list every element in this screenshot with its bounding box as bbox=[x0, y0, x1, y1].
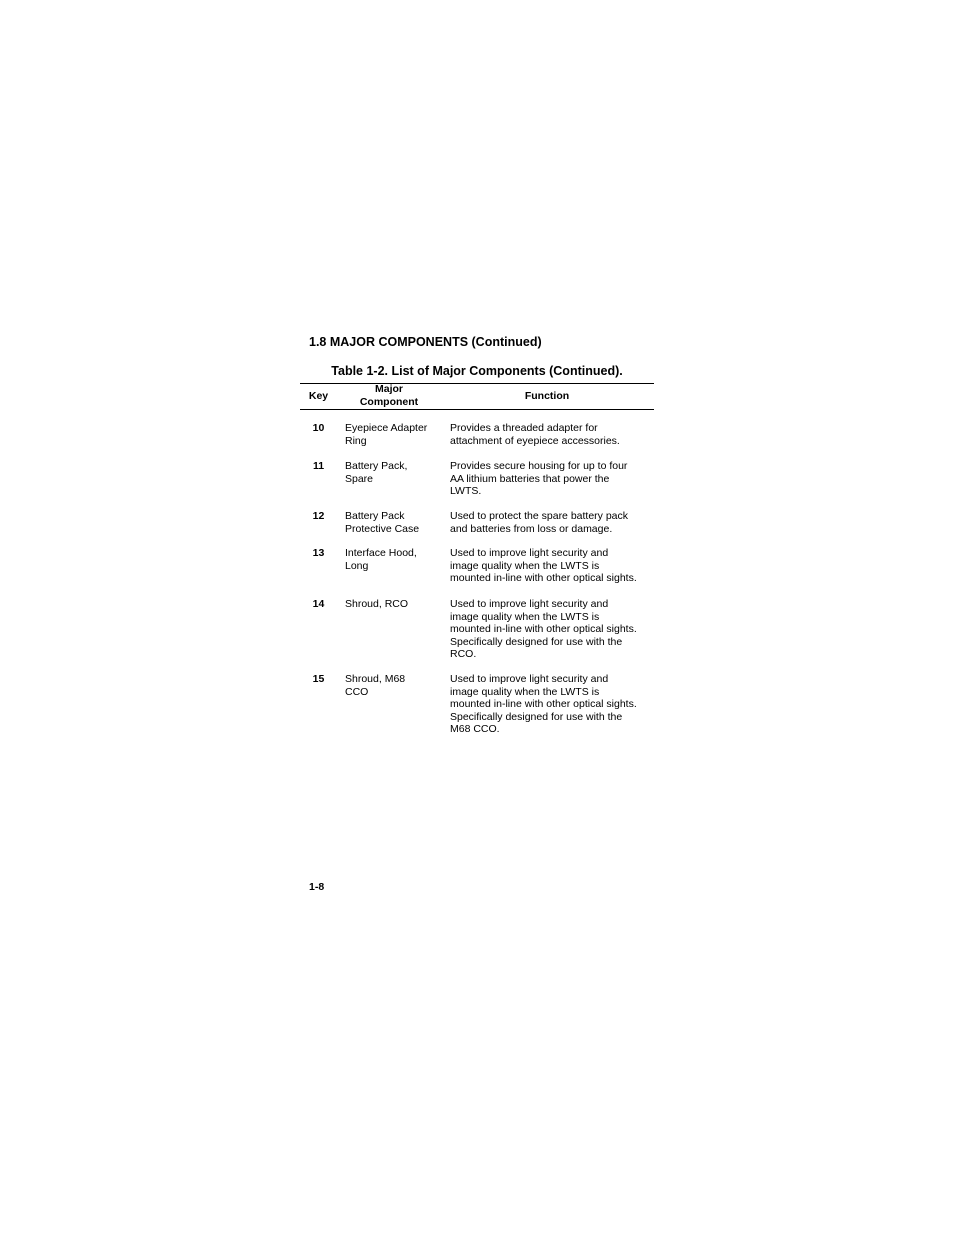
page-number: 1-8 bbox=[309, 881, 325, 893]
component-line: Shroud, RCO bbox=[345, 598, 409, 610]
row-function bbox=[450, 598, 654, 661]
function-line: image quality when the LWTS is bbox=[450, 559, 600, 572]
row-function bbox=[450, 510, 654, 535]
section-heading: 1.8 MAJOR COMPONENTS (Continued) bbox=[309, 335, 542, 349]
function-line: Specifically designed for use with the bbox=[450, 635, 623, 648]
function-line: RCO. bbox=[450, 648, 477, 661]
row-function bbox=[450, 673, 654, 736]
header-component-line1: Major bbox=[374, 383, 403, 395]
function-line: Used to improve light security and bbox=[450, 598, 609, 610]
component-line: Eyepiece Adapter bbox=[345, 422, 428, 434]
row-component bbox=[345, 422, 441, 447]
table-caption: Table 1-2. List of Major Components (Continued). bbox=[331, 364, 623, 378]
function-line: image quality when the LWTS is bbox=[450, 610, 600, 623]
function-line: mounted in-line with other optical sights. bbox=[450, 623, 637, 636]
table-header-rule bbox=[300, 409, 654, 410]
row-function bbox=[450, 422, 654, 447]
header-component bbox=[340, 383, 438, 408]
function-line: Used to improve light security and bbox=[450, 547, 609, 559]
component-line: Spare bbox=[345, 472, 374, 485]
row-function bbox=[450, 460, 654, 498]
function-line: AA lithium batteries that power the bbox=[450, 472, 610, 485]
component-line: CCO bbox=[345, 685, 369, 698]
function-line: Used to protect the spare battery pack bbox=[450, 510, 629, 522]
function-line: Provides secure housing for up to four bbox=[450, 460, 628, 472]
row-key: 13 bbox=[312, 547, 325, 559]
row-key: 15 bbox=[312, 673, 325, 685]
row-component bbox=[345, 598, 441, 611]
function-line: Provides a threaded adapter for bbox=[450, 422, 598, 434]
header-component-line2: Component bbox=[359, 395, 419, 408]
row-key: 11 bbox=[312, 460, 325, 472]
function-line: image quality when the LWTS is bbox=[450, 685, 600, 698]
row-key: 14 bbox=[312, 598, 325, 610]
function-line: attachment of eyepiece accessories. bbox=[450, 434, 620, 447]
row-key: 12 bbox=[312, 510, 325, 522]
component-line: Ring bbox=[345, 434, 367, 447]
header-function: Function bbox=[524, 390, 570, 402]
component-line: Shroud, M68 bbox=[345, 673, 406, 685]
header-key: Key bbox=[308, 390, 329, 402]
function-line: and batteries from loss or damage. bbox=[450, 522, 613, 535]
function-line: mounted in-line with other optical sights. bbox=[450, 572, 637, 585]
row-component bbox=[345, 460, 441, 485]
row-component bbox=[345, 547, 441, 572]
component-line: Long bbox=[345, 559, 369, 572]
row-function bbox=[450, 547, 654, 585]
function-line: Specifically designed for use with the bbox=[450, 710, 623, 723]
component-line: Protective Case bbox=[345, 522, 420, 535]
row-component bbox=[345, 673, 441, 698]
function-line: mounted in-line with other optical sights. bbox=[450, 698, 637, 711]
component-line: Battery Pack bbox=[345, 510, 405, 522]
row-key: 10 bbox=[312, 422, 325, 434]
function-line: Used to improve light security and bbox=[450, 673, 609, 685]
function-line: LWTS. bbox=[450, 485, 482, 498]
function-line: M68 CCO. bbox=[450, 723, 500, 736]
component-line: Interface Hood, bbox=[345, 547, 417, 559]
component-line: Battery Pack, bbox=[345, 460, 408, 472]
row-component bbox=[345, 510, 441, 535]
